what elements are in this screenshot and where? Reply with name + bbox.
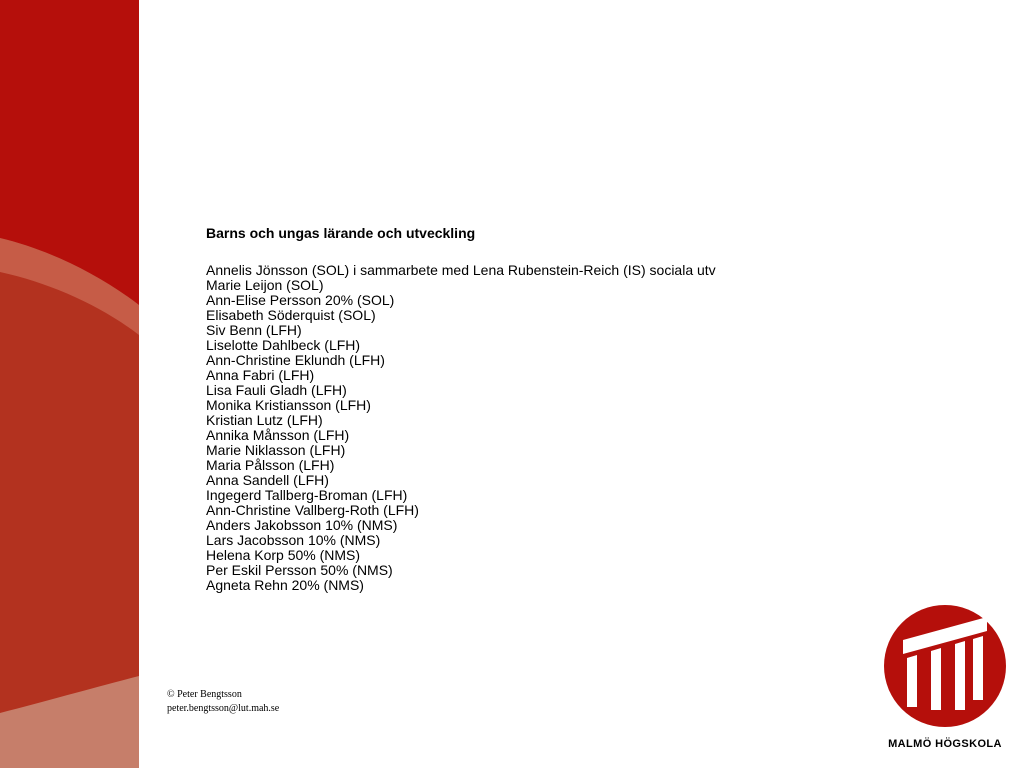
list-item: Lisa Fauli Gladh (LFH)	[206, 382, 347, 398]
decorative-side-band	[0, 0, 139, 768]
list-item: Monika Kristiansson (LFH)	[206, 397, 371, 413]
list-item: Marie Niklasson (LFH)	[206, 442, 346, 458]
list-item: Ann-Christine Vallberg-Roth (LFH)	[206, 502, 419, 518]
footer-credit	[167, 688, 279, 716]
logo-wordmark: MALMÖ HÖGSKOLA	[888, 738, 1002, 750]
list-item: Ann-Elise Persson 20% (SOL)	[206, 292, 395, 308]
list-item: Elisabeth Söderquist (SOL)	[206, 307, 376, 323]
list-item: Ann-Christine Eklundh (LFH)	[206, 352, 385, 368]
list-item: Agneta Rehn 20% (NMS)	[206, 577, 364, 593]
list-item: Liselotte Dahlbeck (LFH)	[206, 337, 361, 353]
list-item: Lars Jacobsson 10% (NMS)	[206, 532, 381, 548]
list-item: Anders Jakobsson 10% (NMS)	[206, 517, 398, 533]
list-item: Kristian Lutz (LFH)	[206, 412, 323, 428]
email-text: peter.bengtsson@lut.mah.se	[167, 703, 280, 714]
malmo-hogskola-logo-icon	[883, 604, 1007, 728]
list-item: Siv Benn (LFH)	[206, 322, 302, 338]
list-item: Anna Fabri (LFH)	[206, 367, 315, 383]
list-item: Annelis Jönsson (SOL) i sammarbete med Lena Rubenstein-Reich (IS) sociala utv	[206, 262, 716, 278]
list-item: Annika Månsson (LFH)	[206, 427, 350, 443]
copyright-text: © Peter Bengtsson	[167, 689, 242, 700]
list-item: Helena Korp 50% (NMS)	[206, 547, 361, 563]
list-item: Anna Sandell (LFH)	[206, 472, 329, 488]
list-item: Marie Leijon (SOL)	[206, 277, 324, 293]
list-item: Ingegerd Tallberg-Broman (LFH)	[206, 487, 408, 503]
list-item: Per Eskil Persson 50% (NMS)	[206, 562, 393, 578]
people-list	[206, 263, 716, 593]
slide-title: Barns och ungas lärande och utveckling	[206, 225, 476, 241]
list-item: Maria Pålsson (LFH)	[206, 457, 335, 473]
